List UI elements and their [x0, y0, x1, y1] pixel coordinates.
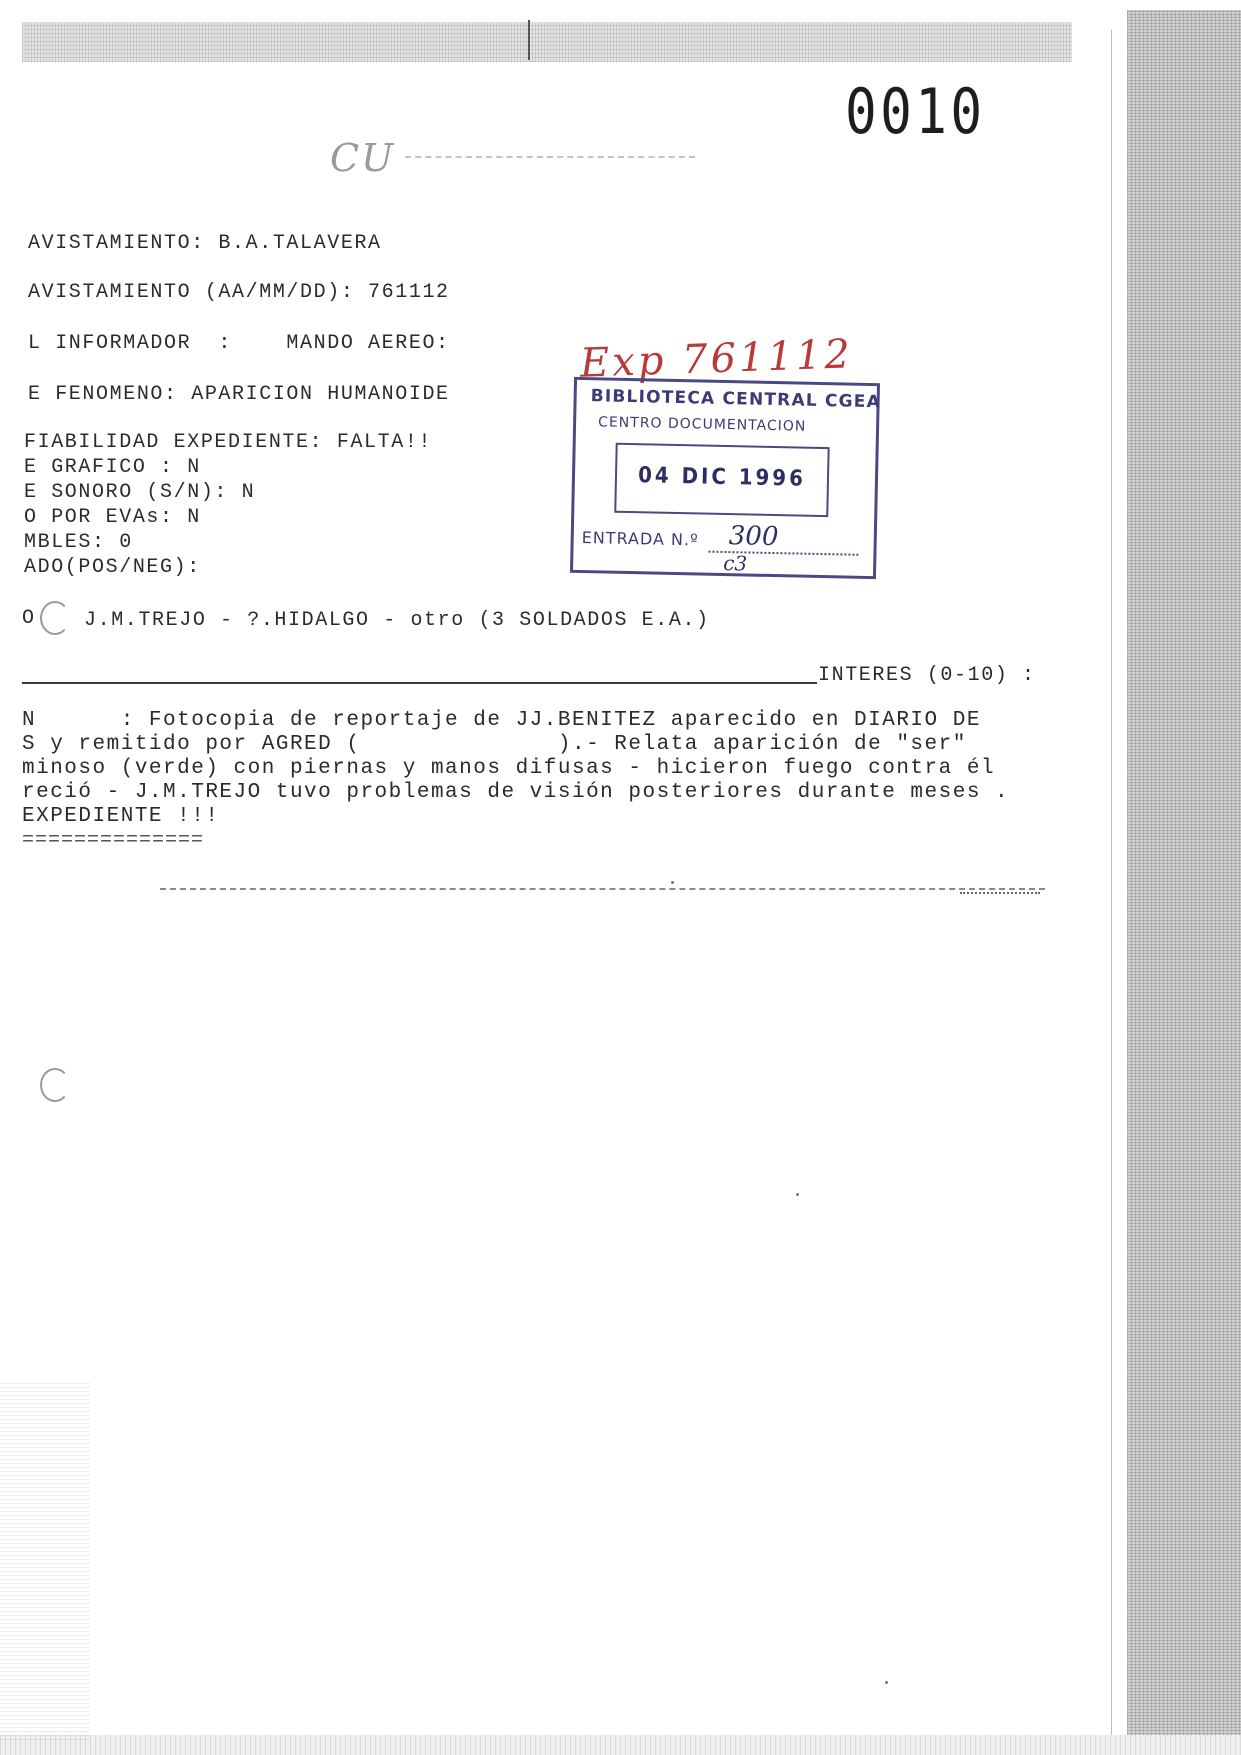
- field-mbles: MBLES: 0: [24, 531, 133, 554]
- photocopy-right-border: [1127, 10, 1241, 1755]
- stamp-entrada-sub: c3: [722, 550, 748, 576]
- photocopy-top-border: [22, 22, 1072, 62]
- dotted-separator-tail: [960, 892, 1040, 894]
- field-fenomeno: E FENOMENO: APARICION HUMANOIDE: [28, 383, 450, 406]
- dashed-separator: [160, 888, 1045, 890]
- punch-hole-icon: [40, 601, 70, 635]
- stamp-entrada-number: 300: [728, 521, 779, 553]
- field-sonoro: E SONORO (S/N): N: [24, 481, 256, 504]
- stamp-date-box: [614, 443, 829, 517]
- field-testigos: J.M.TREJO - ?.HIDALGO - otro (3 SOLDADOS E.A.): [84, 609, 710, 632]
- photocopy-left-noise: [0, 1380, 90, 1740]
- stamp-date: 04 DIC 1996: [637, 463, 807, 492]
- observaciones-line-1: N : Fotocopia de reportaje de JJ.BENITEZ aparecido en DIARIO DE: [22, 709, 981, 732]
- handwritten-header: CU: [330, 136, 396, 180]
- equals-separator: ==============: [22, 829, 205, 852]
- photocopy-speck: [885, 1681, 888, 1684]
- observaciones-line-5: EXPEDIENTE !!!: [22, 805, 220, 828]
- stamp-entrada-label: ENTRADA N.º: [581, 528, 699, 550]
- library-stamp: [570, 377, 880, 579]
- stamp-title: BIBLIOTECA CENTRAL CGEA: [590, 386, 882, 413]
- photocopy-bottom-border: [0, 1735, 1241, 1755]
- field-fecha-avistamiento: AVISTAMIENTO (AA/MM/DD): 761112: [28, 281, 450, 304]
- field-grafico: E GRAFICO : N: [24, 456, 201, 479]
- stamp-subtitle: CENTRO DOCUMENTACION: [597, 414, 807, 435]
- photocopy-speck: [671, 881, 674, 884]
- page-number: 0010: [845, 75, 986, 148]
- field-evas: O POR EVAs: N: [24, 506, 201, 529]
- observaciones-line-2: S y remitido por AGRED ( ).- Relata aparición de "ser": [22, 733, 967, 756]
- interes-label: INTERES (0-10) :: [818, 664, 1036, 687]
- handwritten-header-faded: [405, 156, 695, 160]
- field-informador: L INFORMADOR : MANDO AEREO:: [28, 332, 450, 355]
- field-resultado: ADO(POS/NEG):: [24, 556, 201, 579]
- photocopy-right-edge: [1111, 30, 1112, 1740]
- observaciones-line-3: minoso (verde) con piernas y manos difusas - hicieron fuego contra él: [22, 757, 996, 780]
- field-fiabilidad: FIABILIDAD EXPEDIENTE: FALTA!!: [24, 431, 433, 454]
- field-testigos-prefix: O: [22, 607, 36, 630]
- photocopy-top-mark: [528, 20, 530, 60]
- observaciones-line-4: reció - J.M.TREJO tuvo problemas de visión posteriores durante meses .: [22, 781, 1010, 804]
- field-avistamiento: AVISTAMIENTO: B.A.TALAVERA: [28, 232, 382, 255]
- separator-line: [22, 682, 817, 684]
- punch-hole-icon: [40, 1068, 70, 1102]
- handwritten-expediente: Exp 761112: [579, 331, 854, 387]
- photocopy-speck: [796, 1193, 799, 1196]
